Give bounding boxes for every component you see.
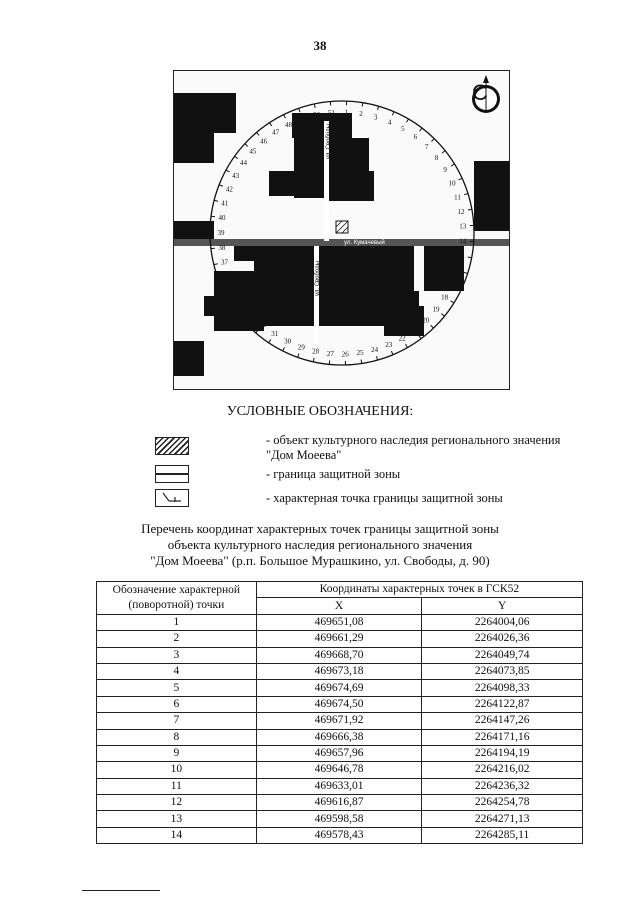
boundary-tick: [283, 347, 285, 351]
table-cell-y: 2264171,16: [422, 729, 583, 745]
boundary-point-label: 24: [371, 346, 379, 355]
table-cell-x: 469666,38: [256, 729, 422, 745]
table-cell-x: 469668,70: [256, 647, 422, 663]
boundary-point-label: 34: [239, 299, 247, 308]
table-cell-y: 2264254,78: [422, 795, 583, 811]
boundary-point-label: 42: [225, 185, 233, 194]
table-cell-n: 12: [97, 795, 257, 811]
table-cell-x: 469598,58: [256, 811, 422, 827]
table-cell-y: 2264194,19: [422, 745, 583, 761]
boundary-point-label: 11: [454, 193, 461, 202]
north-label: С: [472, 80, 488, 105]
boundary-point-label: 14: [459, 237, 467, 246]
boundary-tick: [406, 119, 408, 122]
table-row: [97, 614, 583, 630]
table-cell-n: 8: [97, 729, 257, 745]
list-title-line: объекта культурного наследия регионального значения: [167, 537, 473, 552]
legend-text: - характерная точка границы защитной зоны: [266, 491, 503, 505]
table-cell-x: 469633,01: [256, 778, 422, 794]
boundary-point-label: 19: [432, 305, 440, 314]
legend-text: - граница защитной зоны: [266, 467, 401, 481]
boundary-point-label: 9: [443, 166, 447, 175]
boundary-tick: [377, 356, 378, 360]
boundary-point-label: 29: [297, 343, 305, 352]
boundary-tick: [442, 151, 445, 153]
boundary-tick: [391, 351, 393, 355]
legend-text: - объект культурного наследия регионального значения "Дом Моеева": [266, 433, 561, 462]
boundary-point-label: 43: [232, 171, 240, 180]
boundary-point-label: 28: [312, 347, 320, 356]
boundary-point-label: 35: [231, 286, 239, 295]
boundary-tick: [211, 216, 215, 217]
boundary-point-label: 5: [401, 124, 405, 133]
boundary-tick: [257, 132, 260, 135]
header-point-line: Обозначение характерной: [112, 583, 241, 596]
boundary-point-label: 23: [385, 341, 393, 350]
boundary-tick: [451, 301, 454, 303]
boundary-point-label: 45: [249, 147, 257, 156]
coordinates-table: [96, 581, 583, 844]
table-row: [97, 663, 583, 679]
boundary-tick: [299, 108, 300, 112]
table-cell-y: 2264147,26: [422, 713, 583, 729]
boundary-tick: [464, 272, 468, 273]
table-cell-x: 469616,87: [256, 795, 422, 811]
boundary-point-label: 27: [326, 349, 334, 358]
boundary-point-label: 51: [327, 108, 335, 117]
table-cell-n: 4: [97, 663, 257, 679]
boundary-tick: [459, 178, 463, 180]
table-row: [97, 647, 583, 663]
hatched-rectangle-icon: [155, 437, 189, 455]
table-cell-x: 469671,92: [256, 713, 422, 729]
boundary-tick: [214, 200, 218, 201]
boundary-tick: [361, 360, 362, 364]
boundary-tick: [214, 264, 218, 265]
boundary-tick: [313, 358, 314, 362]
table-cell-n: 10: [97, 762, 257, 778]
table-cell-n: 9: [97, 745, 257, 761]
boundary-tick: [468, 257, 472, 258]
boundary-tick: [284, 115, 286, 119]
boundary-point-label: 13: [459, 222, 467, 231]
zone-boundary-icon: [155, 465, 189, 483]
header-point: [97, 582, 257, 615]
table-row: [97, 762, 583, 778]
table-cell-n: 7: [97, 713, 257, 729]
boundary-point-label: 22: [398, 334, 406, 343]
table-cell-x: 469578,43: [256, 827, 422, 843]
table-cell-n: 1: [97, 614, 257, 630]
table-cell-y: 2264004,06: [422, 614, 583, 630]
boundary-point-label: 21: [411, 326, 419, 335]
boundary-tick: [270, 123, 272, 126]
table-cell-y: 2264049,74: [422, 647, 583, 663]
boundary-tick: [392, 112, 394, 116]
table-cell-y: 2264073,85: [422, 663, 583, 679]
table-cell-x: 469674,50: [256, 696, 422, 712]
table-row: [97, 745, 583, 761]
street-label: ул. Свободы: [326, 124, 332, 159]
boundary-point-label: 47: [272, 128, 280, 137]
boundary-point-icon: [155, 489, 189, 507]
boundary-point-label: 1: [344, 108, 348, 117]
boundary-point-label: 25: [356, 349, 364, 358]
boundary-point-label: 12: [457, 207, 465, 216]
boundary-tick: [226, 170, 230, 172]
boundary-tick: [269, 339, 271, 342]
map-drawing: [174, 71, 509, 389]
boundary-point-label: 26: [341, 350, 349, 359]
list-title-line: Перечень координат характерных точек границы защитной зоны: [141, 521, 499, 536]
boundary-point-label: 37: [221, 258, 229, 267]
boundary-point-label: 44: [240, 159, 248, 168]
table-cell-x: 469651,08: [256, 614, 422, 630]
boundary-point-label: 10: [448, 179, 456, 188]
boundary-tick: [362, 103, 363, 107]
boundary-point-label: 18: [441, 293, 449, 302]
boundary-point-label: 20: [422, 316, 430, 325]
table-cell-n: 14: [97, 827, 257, 843]
boundary-point-label: 38: [218, 243, 226, 252]
legend-title: УСЛОВНЫЕ ОБОЗНАЧЕНИЯ:: [226, 404, 414, 419]
table-cell-x: 469661,29: [256, 631, 422, 647]
boundary-tick: [406, 344, 408, 347]
page-number: 38: [313, 38, 327, 53]
table-cell-y: 2264271,13: [422, 811, 583, 827]
boundary-point-label: 7: [424, 142, 429, 151]
table-cell-x: 469657,96: [256, 745, 422, 761]
table-cell-n: 11: [97, 778, 257, 794]
boundary-point-label: 4: [387, 118, 392, 127]
boundary-point-label: 32: [259, 321, 267, 330]
table-cell-y: 2264285,11: [422, 827, 583, 843]
boundary-tick: [451, 164, 454, 166]
table-cell-y: 2264122,87: [422, 696, 583, 712]
table-row: [97, 729, 583, 745]
table-cell-x: 469674,69: [256, 680, 422, 696]
table-row: [97, 827, 583, 843]
table-cell-n: 2: [97, 631, 257, 647]
table-row: [97, 778, 583, 794]
table-row: [97, 795, 583, 811]
boundary-tick: [378, 106, 379, 110]
table-row: [97, 680, 583, 696]
boundary-tick: [468, 209, 472, 210]
table-cell-n: 6: [97, 696, 257, 712]
boundary-point-label: 8: [434, 154, 439, 163]
table-row: [97, 631, 583, 647]
street-label: ул. Свободы: [315, 261, 321, 296]
site-map: [173, 70, 510, 390]
boundary-point-label: 17: [448, 280, 456, 289]
boundary-point-label: 39: [217, 229, 225, 238]
table-cell-x: 469646,78: [256, 762, 422, 778]
boundary-point-label: 6: [413, 133, 418, 142]
boundary-point-label: 31: [271, 330, 279, 339]
header-coords: Координаты характерных точек в ГСК52: [256, 582, 582, 598]
table-cell-x: 469673,18: [256, 663, 422, 679]
boundary-point-label: 48: [285, 120, 293, 129]
boundary-point-label: 41: [221, 199, 229, 208]
header-x: X: [256, 598, 422, 614]
boundary-tick: [431, 325, 434, 328]
table-cell-y: 2264026,36: [422, 631, 583, 647]
boundary-tick: [314, 104, 315, 108]
boundary-tick: [431, 139, 434, 142]
boundary-point-label: 15: [457, 252, 465, 261]
table-row: [97, 696, 583, 712]
boundary-point-label: 16: [453, 266, 461, 275]
boundary-point-label: 33: [248, 310, 256, 319]
table-row: [97, 713, 583, 729]
table-row: [97, 811, 583, 827]
list-title-line: "Дом Моеева" (р.п. Большое Мурашкино, ул. Свободы, д. 90): [150, 553, 490, 568]
boundary-tick: [298, 354, 299, 358]
table-cell-n: 5: [97, 680, 257, 696]
table-cell-y: 2264216,02: [422, 762, 583, 778]
boundary-point-label: 40: [218, 214, 226, 223]
table-cell-y: 2264098,33: [422, 680, 583, 696]
boundary-tick: [235, 156, 238, 158]
boundary-tick: [219, 185, 223, 186]
boundary-tick: [245, 144, 248, 147]
boundary-tick: [441, 314, 444, 317]
boundary-point-label: 49: [298, 115, 306, 124]
boundary-point-label: 2: [359, 110, 363, 119]
boundary-point-label: 36: [225, 272, 233, 281]
header-y: Y: [422, 598, 583, 614]
boundary-point-label: 3: [373, 113, 378, 122]
table-cell-n: 13: [97, 811, 257, 827]
footer-rule: [82, 890, 160, 891]
boundary-point-label: 50: [313, 111, 321, 120]
header-point-line: (поворотной) точки: [128, 598, 225, 611]
boundary-point-label: 46: [260, 137, 268, 146]
boundary-point-label: 30: [284, 337, 292, 346]
boundary-tick: [420, 128, 422, 131]
street-label: ул. Кумачевый: [344, 240, 385, 246]
table-cell-n: 3: [97, 647, 257, 663]
boundary-tick: [464, 194, 468, 195]
table-cell-y: 2264236,32: [422, 778, 583, 794]
